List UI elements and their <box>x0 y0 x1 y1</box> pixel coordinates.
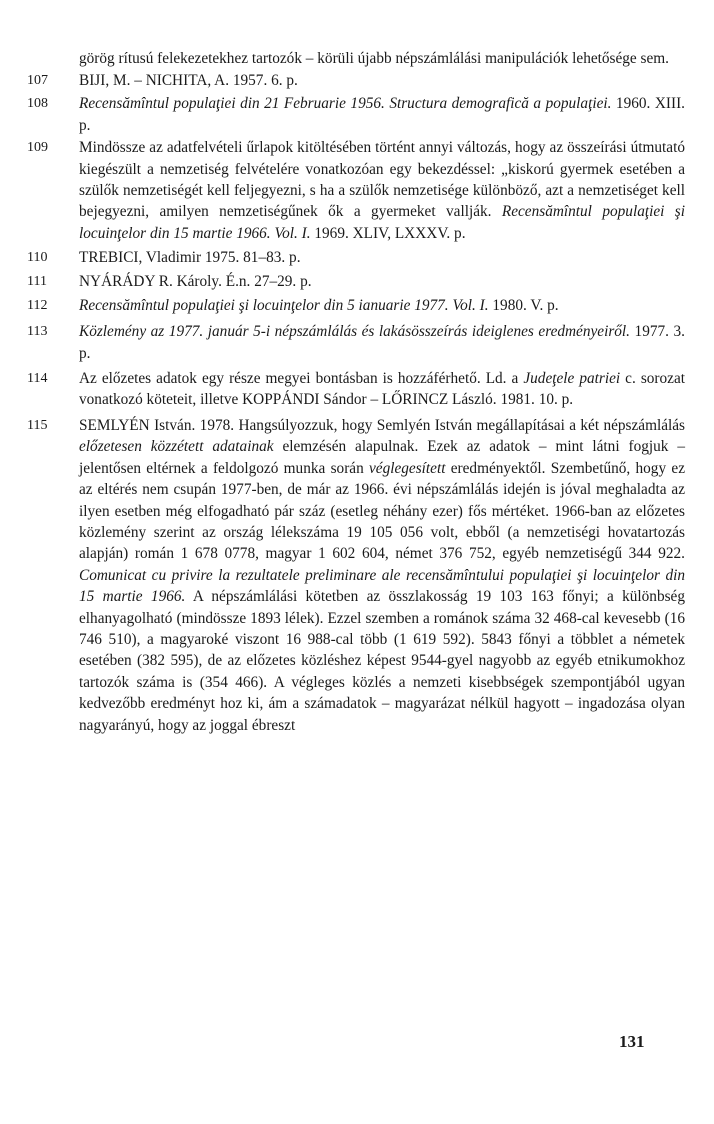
text-run: 1977. 3. p. <box>79 323 685 362</box>
endnote <box>20 321 700 364</box>
endnote-number: 108 <box>27 96 48 112</box>
endnote-number: 110 <box>27 250 48 266</box>
endnote-text <box>79 295 685 316</box>
endnote-text <box>79 321 685 364</box>
endnote <box>20 93 700 136</box>
text-run: c. sorozat vonatkozó köteteit, illetve KOPPÁNDI Sándor – LŐRINCZ László. 1981. 10. p. <box>79 370 685 409</box>
endnote-paragraph <box>79 70 685 91</box>
italic-citation: Comunicat cu privire la rezultatele preliminare ale recensămîntului populaţiei şi locuinţelor din 15 martie 1966. <box>79 566 685 606</box>
endnote-number: 111 <box>27 274 47 290</box>
text-run: Mindössze az adatfelvételi űrlapok kitöltésében történt annyi változás, hogy az összeírási útmutató kiegészült a nemzetiség felvételére vonatkozóan egy bekezdéssel: „kiskorú gyermek esetében a szülők nemzetiségét kell feljegyezni, s ha a szülők nemzetisége különböző, azt a nemzetiséget kell bejegyezni, amilyen nemzetiségűnek ők a gyermeket vallják. <box>79 139 685 221</box>
italic-citation: Judeţele patriei <box>523 370 621 388</box>
text-run: SEMLYÉN István. 1978. Hangsúlyozzuk, hogy Semlyén István megállapításai a két népszámlálás <box>79 416 685 434</box>
endnote-text <box>79 137 685 244</box>
text-run: BIJI, M. – NICHITA, A. 1957. 6. p. <box>79 72 298 90</box>
endnote <box>20 70 700 92</box>
endnote-paragraph <box>79 321 685 364</box>
endnote-paragraph <box>79 137 685 244</box>
text-run: eredményektől. Szembetűnő, hogy ez az eltérés nem csupán 1977-ben, de már az 1966. évi népszámlálás idején is jóval meghaladta az ilyen esetben még elfogadható pár száz (esetleg néhány ezer) fős mértéket. 1966-ban az előzetes közlemény szerint az ország lélekszáma 19 105 056 volt, ebből (a nemzetiségi hovatartozás alapján) román 1 678 0778, magyar 1 602 604, német 376 752, egyéb nemzetiségű 344 922. <box>79 459 685 563</box>
endnote-number: 114 <box>27 371 48 387</box>
endnote <box>20 271 700 293</box>
endnote-paragraph <box>79 271 685 292</box>
endnote-paragraph <box>79 247 685 268</box>
endnote-number: 113 <box>27 324 48 340</box>
endnote-text <box>79 70 685 91</box>
endnote-paragraph <box>79 415 685 736</box>
endnote-paragraph <box>79 368 685 411</box>
italic-citation: véglegesített <box>369 459 446 477</box>
endnote <box>20 368 700 411</box>
text-run: NYÁRÁDY R. Károly. É.n. 27–29. p. <box>79 273 312 291</box>
endnote-number: 112 <box>27 298 48 314</box>
endnotes-list <box>20 48 700 736</box>
endnote-number: 109 <box>27 140 48 156</box>
endnote-paragraph <box>79 48 685 69</box>
endnote <box>20 247 700 269</box>
endnote-text <box>79 368 685 411</box>
page-number: 131 <box>619 1032 645 1051</box>
endnote-paragraph <box>79 93 685 136</box>
italic-citation: előzetesen közzétett adatainak <box>79 438 274 456</box>
text-run: 1960. XIII. p. <box>79 95 685 134</box>
italic-citation: Közlemény az 1977. január 5-i népszámlálás és lakásösszeírás ideiglenes eredményeiről. <box>79 323 631 341</box>
text-run: elemzésén alapulnak. Ezek az adatok – mint látni fogjuk – jelentősen eltérnek a feldolgozó munka során <box>79 438 685 477</box>
endnote-paragraph <box>79 295 685 316</box>
text-run: 1969. XLIV, LXXXV. p. <box>310 224 466 242</box>
text-run: görög rítusú felekezetekhez tartozók – körüli újabb népszámlálási manipulációk lehetősége sem. <box>79 50 669 67</box>
endnote <box>20 295 700 317</box>
endnote <box>20 48 700 69</box>
endnote-text <box>79 93 685 136</box>
text-run: Az előzetes adatok egy része megyei bontásban is hozzáférhető. Ld. a <box>79 370 524 388</box>
text-run: 1980. V. p. <box>488 297 559 315</box>
text-run: A népszámlálási kötetben az összlakosság 19 103 163 főnyi; a különbség elhanyagolható (mindössze 1893 lélek). Ezzel szemben a románok száma 32 468-cal kevesebb (16 746 510), a magyaroké viszont 16 988-cal több (1 619 592). 5843 főnyi a többlet a németek esetében (382 595), de az előzetes közléshez képest 9544-gyel nagyobb az egyéb etnikumokhoz tartozók száma is (354 466). A végleges közlés a nemzeti kisebbségek szempontjából ugyan kedvezőbb eredményt hoz ki, ám a számadatok – magyarázat nélkül hagyott – ingadozása olyan nagyarányú, hogy az joggal ébreszt <box>79 588 685 734</box>
endnote-number: 107 <box>27 73 48 89</box>
italic-citation: Recensămîntul populaţiei şi locuinţelor din 15 martie 1966. Vol. I. <box>79 203 685 242</box>
endnote-text <box>79 48 685 69</box>
endnote-text <box>79 247 685 268</box>
endnote <box>20 137 700 244</box>
endnote-text <box>79 271 685 292</box>
endnote <box>20 415 700 736</box>
endnote-text <box>79 415 685 736</box>
italic-citation: Recensămîntul populaţiei din 21 Februarie 1956. Structura demografică a populaţiei. <box>79 95 612 113</box>
endnote-number: 115 <box>27 417 48 433</box>
italic-citation: Recensămîntul populaţiei şi locuinţelor din 5 ianuarie 1977. Vol. I. <box>79 297 489 315</box>
text-run: TREBICI, Vladimir 1975. 81–83. p. <box>79 249 301 267</box>
